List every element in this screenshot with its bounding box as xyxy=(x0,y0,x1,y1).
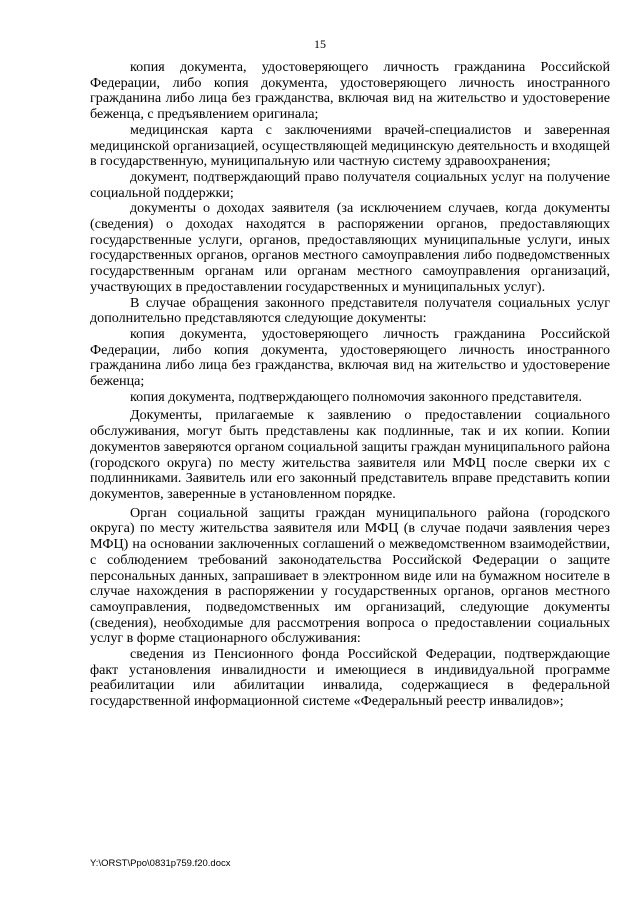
paragraph: документ, подтверждающий право получателя социальных услуг на получение социальной поддержки; xyxy=(90,168,610,201)
paragraph: В случае обращения законного представителя получателя социальных услуг дополнительно представляются следующие документы: xyxy=(90,294,610,327)
page-number: 15 xyxy=(314,37,326,51)
footer-file-path: Y:\ORST\Ppo\0831p759.f20.docx xyxy=(90,858,231,869)
paragraph: копия документа, подтверждающего полномочия законного представителя. xyxy=(130,388,582,405)
document-body xyxy=(90,60,610,710)
paragraph: сведения из Пенсионного фонда Российской Федерации, подтверждающие факт установления инвалидности и имеющиеся в индивидуальной программе реабилитации или абилитации инвалида, содержащиеся в федеральной государственной информационной системе «Федеральный реестр инвалидов»; xyxy=(90,646,610,710)
paragraph: Документы, прилагаемые к заявлению о предоставлении социального обслуживания, могут быть представлены как подлинные, так и их копии. Копии документов заверяются органом социальной защиты граждан муниципального района (городского округа) по месту жительства заявителя или МФЦ после сверки их с подлинниками. Заявитель или его законный представитель вправе представить копии документов, заверенные в установленном порядке. xyxy=(90,407,611,502)
paragraph: документы о доходах заявителя (за исключением случаев, когда документы (сведения) о доходах находятся в распоряжении органов, предоставляющих государственные услуги, органов, предоставляющих муниципальные услуги, иных государственных органов, органов местного самоуправления либо подведомственных государственным органам или органам местного самоуправления организаций, участвующих в предоставлении государственных и муниципальных услуг). xyxy=(90,200,610,295)
paragraph: копия документа, удостоверяющего личность гражданина Российской Федерации, либо копия документа, удостоверяющего личность иностранного гражданина либо лица без гражданства, включая вид на жительство и удостоверение беженца; xyxy=(90,325,610,390)
paragraph: медицинская карта с заключениями врачей-специалистов и заверенная медицинской организацией, осуществляющей медицинскую деятельность и входящей в государственную, муниципальную или частную систему здравоохранения; xyxy=(90,121,610,170)
paragraph: Орган социальной защиты граждан муниципального района (городского округа) по месту жительства заявителя или МФЦ (в случае подачи заявления через МФЦ) на основании заключенных соглашений о межведомственном взаимодействии, с соблюдением требований законодательства Российской Федерации о защите персональных данных, запрашивает в электронном виде или на бумажном носителе в случае нахождения в распоряжении у государственных органов, органов местного самоуправления, подведомственных им организаций, следующие документы (сведения), необходимые для рассмотрения вопроса о предоставлении социальных услуг в форме стационарного обслуживания: xyxy=(90,504,610,647)
paragraph: копия документа, удостоверяющего личность гражданина Российской Федерации, либо копия документа, удостоверяющего личность иностранного гражданина либо лица без гражданства, включая вид на жительство и удостоверение беженца, с предъявлением оригинала; xyxy=(90,59,610,123)
